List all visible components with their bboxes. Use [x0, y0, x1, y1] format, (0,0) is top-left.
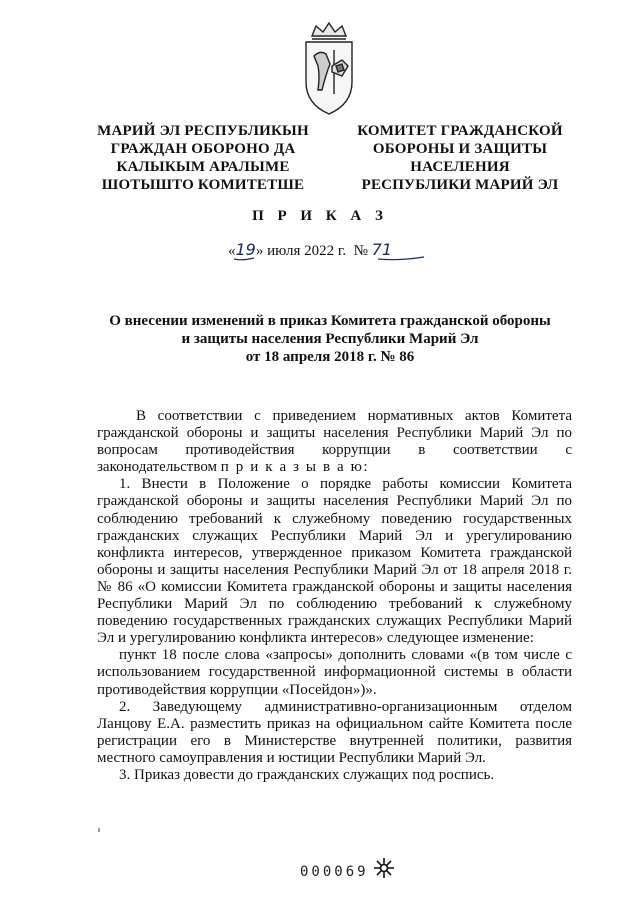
order-title: П Р И К А З — [252, 208, 388, 224]
subject-line: О внесении изменений в приказ Комитета гражданской обороны — [109, 313, 551, 329]
scan-speck — [98, 828, 100, 832]
order-day-handwritten: 19 — [235, 240, 256, 259]
header-right-line: НАСЕЛЕНИЯ — [410, 159, 510, 175]
header-right-russian — [345, 122, 575, 194]
subject-line: и защиты населения Республики Марий Эл — [181, 331, 479, 347]
intro-text: В соответствии с приведением нормативных актов Комитета гражданской обороны и защиты населения Республики Марий Эл по вопросам противодействия коррупции в соответствии с законодательством — [97, 408, 572, 476]
item-1-sub-paragraph: пункт 18 после слова «запросы» дополнить словами «(в том числе с использованием государственной информационной системы в области противодействия коррупции «Посейдон»)». — [97, 647, 572, 698]
header-left-line: КАЛЫКЫМ АРАЛЫМЕ — [116, 159, 290, 175]
order-date-number-line — [228, 238, 448, 262]
document-serial-number: 000069 — [300, 864, 369, 880]
header-left-line: ШОТЫШТО КОМИТЕТШЕ — [101, 177, 305, 193]
header-left-mari — [88, 122, 318, 194]
order-number-handwritten: 71 — [371, 240, 392, 259]
item-2-paragraph: 2. Заведующему административно-организационным отделом Ланцову Е.А. разместить приказ на официальном сайте Комитета после регистрации его в Министерстве внутренней политики, развития местного самоуправления и юстиции Республики Марий Эл. — [97, 698, 572, 766]
intro-keyword: п р и к а з ы в а ю: — [220, 459, 370, 476]
order-date-rest: » июля 2022 г. — [255, 243, 347, 259]
item-3-paragraph: 3. Приказ довести до гражданских служащих под роспись. — [119, 766, 495, 783]
registry-star-icon — [372, 856, 396, 880]
header-right-line: ОБОРОНЫ И ЗАЩИТЫ — [372, 141, 548, 157]
header-left-line: ГРАЖДАН ОБОРОНО ДА — [110, 141, 296, 157]
intro-paragraph — [97, 408, 572, 476]
order-number-label: № — [353, 243, 368, 259]
order-body — [97, 408, 572, 784]
header-right-line: КОМИТЕТ ГРАЖДАНСКОЙ — [357, 123, 563, 139]
mari-el-coat-of-arms-emblem — [296, 20, 362, 120]
handwritten-underline — [228, 238, 448, 262]
date-quote-open: « — [228, 243, 236, 259]
subject-line: от 18 апреля 2018 г. № 86 — [245, 349, 415, 365]
header-right-line: РЕСПУБЛИКИ МАРИЙ ЭЛ — [361, 177, 559, 193]
item-1-paragraph: 1. Внести в Положение о порядке работы комиссии Комитета гражданской обороны и защиты населения Республики Марий Эл по соблюдению требований к служебному поведению государственных гражданских служащих Республики Марий Эл и урегулированию конфликта интересов, утвержденное приказом Комитета гражданской обороны и защиты населения Республики Марий Эл от 18 апреля 2018 г. № 86 «О комиссии Комитета гражданской обороны и защиты населения Республики Марий Эл по соблюдению требований к служебному поведению государственных гражданских служащих Республики Марий Эл и урегулированию конфликта интересов» следующее изменение: — [97, 476, 572, 647]
order-subject — [90, 312, 570, 366]
header-left-line: МАРИЙ ЭЛ РЕСПУБЛИКЫН — [97, 123, 309, 139]
